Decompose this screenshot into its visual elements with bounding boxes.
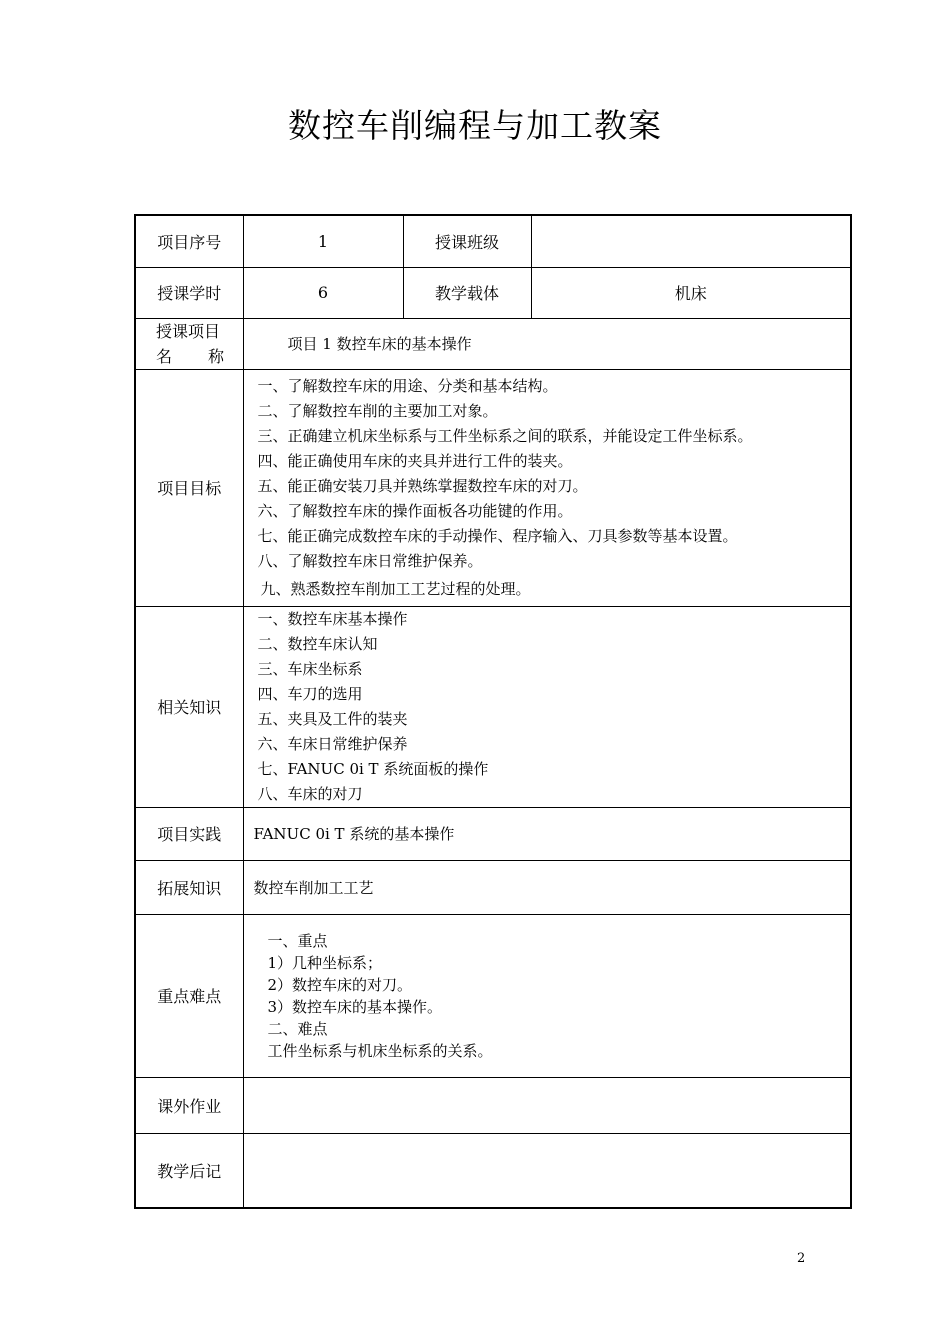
value-class (531, 215, 851, 267)
value-project-name: 项目 1 数控车床的基本操作 (243, 318, 851, 369)
list-item: 八、车床的对刀 (257, 784, 363, 803)
value-hours: 6 (243, 267, 403, 318)
list-item: 六、车床日常维护保养 (257, 734, 408, 753)
label-project-name (135, 318, 243, 369)
row-project-name (135, 318, 851, 369)
list-item: 三、车床坐标系 (257, 659, 363, 678)
row-project-no (135, 215, 851, 267)
label-project-name-char1: 名 (156, 346, 173, 366)
knowledge-list (243, 606, 851, 807)
list-item: 1）几种坐标系； (267, 953, 383, 972)
list-item: 二、数控车床认知 (257, 634, 378, 653)
lesson-plan-table (134, 214, 852, 1209)
value-practice: FANUC 0i T 系统的基本操作 (243, 807, 851, 860)
label-reflection: 教学后记 (135, 1133, 243, 1208)
list-item: 2）数控车床的对刀。 (267, 975, 413, 994)
value-reflection (243, 1133, 851, 1208)
list-item: 工件坐标系与机床坐标系的关系。 (267, 1041, 493, 1060)
label-objectives: 项目目标 (135, 369, 243, 606)
list-item: 四、车刀的选用 (257, 684, 363, 703)
list-item: 三、正确建立机床坐标系与工件坐标系之间的联系，并能设定工件坐标系。 (257, 426, 753, 445)
label-class: 授课班级 (403, 215, 531, 267)
key-points-list (243, 914, 851, 1077)
row-knowledge (135, 606, 851, 807)
label-key-points: 重点难点 (135, 914, 243, 1077)
value-project-no: 1 (243, 215, 403, 267)
list-item: 二、难点 (267, 1019, 328, 1038)
label-project-name-char2: 称 (207, 346, 224, 366)
list-item: 五、能正确安装刀具并熟练掌握数控车床的对刀。 (257, 476, 588, 495)
label-carrier: 教学载体 (403, 267, 531, 318)
row-hours (135, 267, 851, 318)
row-practice (135, 807, 851, 860)
page-number: 2 (797, 1251, 806, 1266)
list-item: 3）数控车床的基本操作。 (267, 997, 443, 1016)
label-project-no: 项目序号 (135, 215, 243, 267)
label-homework: 课外作业 (135, 1077, 243, 1133)
label-practice: 项目实践 (135, 807, 243, 860)
list-item: 五、夹具及工件的装夹 (257, 709, 408, 728)
document-title: 数控车削编程与加工教案 (288, 106, 662, 145)
row-homework (135, 1077, 851, 1133)
value-extension: 数控车削加工工艺 (243, 860, 851, 914)
value-homework (243, 1077, 851, 1133)
list-item: 七、能正确完成数控车床的手动操作、程序输入、刀具参数等基本设置。 (257, 526, 738, 545)
label-project-name-line2 (156, 344, 224, 369)
row-objectives (135, 369, 851, 606)
row-key-points (135, 914, 851, 1077)
label-project-name-line1: 授课项目 (156, 321, 221, 341)
row-reflection (135, 1133, 851, 1208)
value-carrier: 机床 (531, 267, 851, 318)
label-hours: 授课学时 (135, 267, 243, 318)
label-extension: 拓展知识 (135, 860, 243, 914)
row-extension (135, 860, 851, 914)
list-item: 八、了解数控车床日常维护保养。 (257, 551, 483, 570)
list-item: 一、了解数控车床的用途、分类和基本结构。 (257, 376, 558, 395)
list-item: 九、熟悉数控车削加工工艺过程的处理。 (260, 579, 531, 598)
objectives-list (243, 369, 851, 606)
list-item: 一、数控车床基本操作 (257, 609, 408, 628)
list-item: 二、了解数控车削的主要加工对象。 (257, 401, 498, 420)
list-item: 一、重点 (267, 931, 328, 950)
list-item: 六、了解数控车床的操作面板各功能键的作用。 (257, 501, 573, 520)
label-knowledge: 相关知识 (135, 606, 243, 807)
list-item: 四、能正确使用车床的夹具并进行工件的装夹。 (257, 451, 573, 470)
list-item: 七、FANUC 0i T 系统面板的操作 (257, 759, 489, 778)
